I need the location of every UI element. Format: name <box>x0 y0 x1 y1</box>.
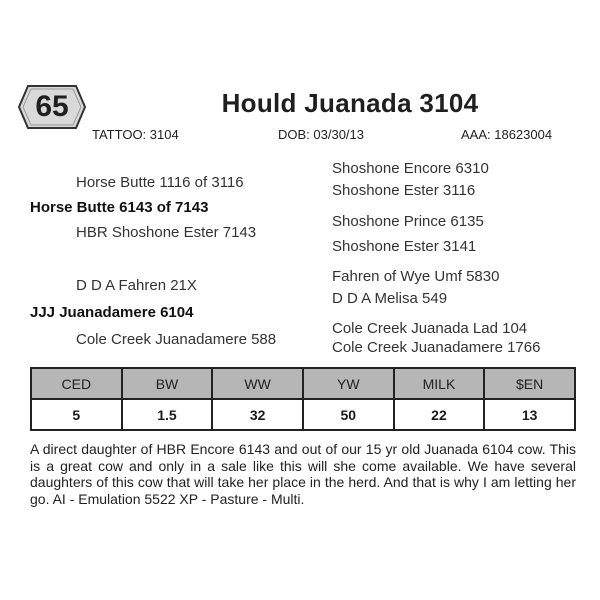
pedigree-sire-sire-dam: Shoshone Ester 3116 <box>332 182 476 199</box>
lot-number: 65 <box>35 90 69 123</box>
epd-value-ced: 5 <box>31 399 122 430</box>
pedigree-dam-dam-dam: Cole Creek Juanadamere 1766 <box>332 339 541 356</box>
pedigree-sire-sire: Horse Butte 1116 of 3116 <box>76 174 244 191</box>
lot-badge <box>18 84 86 130</box>
pedigree-dam-sire: D D A Fahren 21X <box>76 277 197 294</box>
pedigree-sire-dam: HBR Shoshone Ester 7143 <box>76 224 257 241</box>
epd-header-bw: BW <box>122 368 213 399</box>
epd-table <box>30 367 576 431</box>
epd-header-ced: CED <box>31 368 122 399</box>
pedigree-sire-dam-dam: Shoshone Ester 3141 <box>332 238 477 255</box>
tattoo-label: TATTOO: 3104 <box>92 127 179 142</box>
pedigree-sire-dam-sire: Shoshone Prince 6135 <box>332 213 484 230</box>
description-paragraph: A direct daughter of HBR Encore 6143 and out of our 15 yr old Juanada 6104 cow. This is a great cow and only in a sale like this will she come available. We have several daughters of this cow that will take her place in the herd. And that is why I am letting her go. AI - Emulation 5522 XP - Pasture - Multi. <box>30 441 576 507</box>
epd-header-en: $EN <box>484 368 575 399</box>
pedigree-dam-dam: Cole Creek Juanadamere 588 <box>76 331 277 348</box>
epd-header-ww: WW <box>212 368 303 399</box>
pedigree-dam-dam-sire: Cole Creek Juanada Lad 104 <box>332 320 528 337</box>
epd-header-row <box>31 368 575 399</box>
dob-label: DOB: 03/30/13 <box>278 127 364 142</box>
epd-header-yw: YW <box>303 368 394 399</box>
aaa-label: AAA: 18623004 <box>461 127 553 142</box>
pedigree-dam-sire-sire: Fahren of Wye Umf 5830 <box>332 268 500 285</box>
epd-value-bw: 1.5 <box>122 399 213 430</box>
page-title: Hould Juanada 3104 <box>221 88 479 118</box>
epd-value-ww: 32 <box>212 399 303 430</box>
epd-value-en: 13 <box>484 399 575 430</box>
epd-value-row <box>31 399 575 430</box>
pedigree-dam: JJJ Juanadamere 6104 <box>30 304 194 321</box>
pedigree-dam-sire-dam: D D A Melisa 549 <box>332 290 448 307</box>
pedigree-sire: Horse Butte 6143 of 7143 <box>30 199 209 216</box>
epd-header-milk: MILK <box>394 368 485 399</box>
epd-value-yw: 50 <box>303 399 394 430</box>
epd-value-milk: 22 <box>394 399 485 430</box>
pedigree-sire-sire-sire: Shoshone Encore 6310 <box>332 160 489 177</box>
